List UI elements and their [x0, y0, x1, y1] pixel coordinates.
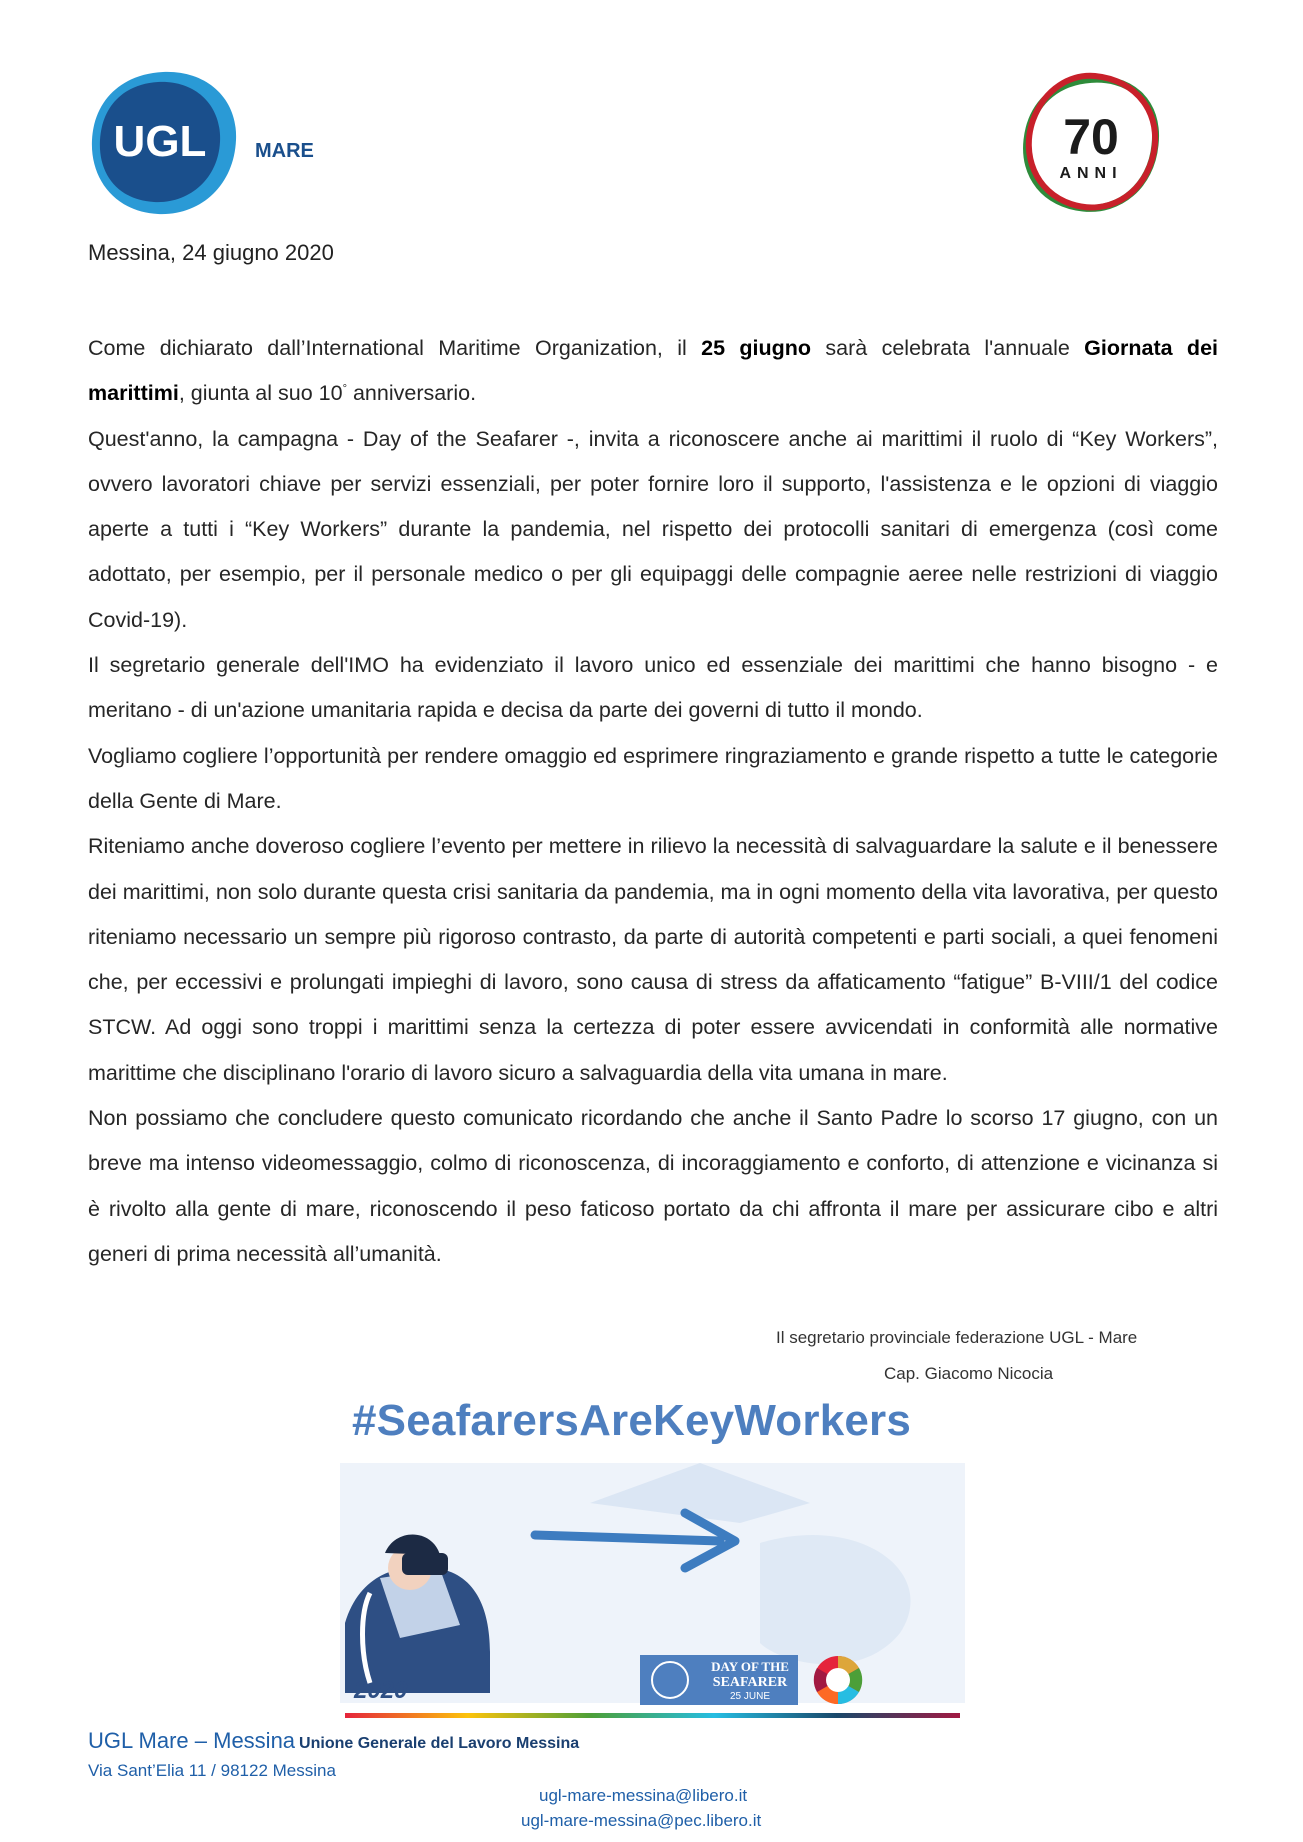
footer-org-sub: Unione Generale del Lavoro Messina: [299, 1735, 580, 1752]
ugl-logo: [88, 68, 238, 218]
svg-text:DAY OF THE: DAY OF THE: [711, 1659, 789, 1674]
paragraph-4: Vogliamo cogliere l’opportunità per rendere omaggio ed esprimere ringraziamento e grande rispetto a tutte le categorie della Gente di Mare.: [88, 743, 1218, 813]
svg-text:SEAFARER: SEAFARER: [712, 1675, 788, 1690]
date-line: Messina, 24 giugno 2020: [88, 240, 334, 265]
signature-name: Cap. Giacomo Nicocia: [884, 1364, 1054, 1383]
ugl-logo-text: UGL: [113, 117, 207, 166]
footer-address: Via Sant’Elia 11 / 98122 Messina: [88, 1761, 336, 1780]
body-text: [88, 326, 1218, 1277]
anniversary-word: ANNI: [1059, 165, 1123, 182]
bold-date: 25 giugno: [701, 336, 812, 360]
day-of-the-seafarer-badge: [640, 1655, 798, 1705]
footer-pec-email-link[interactable]: ugl-mare-messina@pec.libero.it: [521, 1811, 762, 1830]
bold-event: Giornata dei marittimi: [88, 336, 1218, 406]
anniversary-number: 70: [1063, 109, 1119, 165]
signature-role: Il segretario provinciale federazione UGL - Mare: [776, 1328, 1138, 1347]
svg-text:25 JUNE: 25 JUNE: [729, 1691, 771, 1702]
paragraph-2: Quest'anno, la campagna - Day of the Seafarer -, invita a riconoscere anche ai marittimi il ruolo di “Key Workers”, ovvero lavoratori chiave per servizi essenziali, per poter fornire loro il supporto, l'assistenza e le opzioni di viaggio aperte a tutti i “Key Workers” durante la pandemia, nel rispetto dei protocolli sanitari di emergenza (così come adottato, per esempio, per il personale medico o per gli equipaggi delle compagnie aeree nelle restrizioni di viaggio Covid-19).: [88, 426, 1218, 632]
paragraph-6: Non possiamo che concludere questo comunicato ricordando che anche il Santo Padre lo scorso 17 giugno, con un breve ma intenso videomessaggio, colmo di riconoscenza, di incoraggiamento e conforto, di attenzione e vicinanza si è rivolto alla gente di mare, riconoscendo il peso faticoso portato da chi affronta il mare per assicurare cibo e altri generi di prima necessità all’umanità.: [88, 1106, 1218, 1266]
footer-email-link[interactable]: ugl-mare-messina@libero.it: [539, 1786, 748, 1805]
sdg-wheel-icon: [814, 1656, 862, 1704]
paragraph-3: Il segretario generale dell'IMO ha evidenziato il lavoro unico ed essenziale dei marittimi che hanno bisogno - e meritano - di un'azione umanitaria rapida e decisa da parte dei governi di tutto il mondo.: [88, 653, 1218, 723]
paragraph-1: Come dichiarato dall’International Maritime Organization, il 25 giugno sarà celebrata l'annuale Giornata dei marittimi, giunta al suo 10° anniversario.: [88, 336, 1218, 406]
banner-hashtag: #SeafarersAreKeyWorkers: [352, 1396, 912, 1445]
mare-label: MARE: [255, 140, 314, 162]
paragraph-5: Riteniamo anche doveroso cogliere l’evento per mettere in rilievo la necessità di salvaguardare la salute e il benessere dei marittimi, non solo durante questa crisi sanitaria da pandemia, ma in ogni momento della vita lavorativa, per questo riteniamo necessario un sempre più rigoroso contrasto, da parte di autorità competenti e parti sociali, a quei fenomeni che, per eccessivi e prolungati impieghi di lavoro, sono causa di stress da affaticamento “fatigue” B-VIII/1 del codice STCW. Ad oggi sono troppi i marittimi senza la certezza di poter essere avvicendati in conformità alle normative marittime che disciplinano l'orario di lavoro sicuro a salvaguardia della vita umana in mare.: [88, 834, 1218, 1085]
seventy-anni-logo: [1015, 70, 1165, 220]
banner-year: 2020: [354, 1677, 408, 1704]
footer-org: UGL Mare – Messina Unione Generale del Lavoro Messina: [88, 1728, 580, 1753]
